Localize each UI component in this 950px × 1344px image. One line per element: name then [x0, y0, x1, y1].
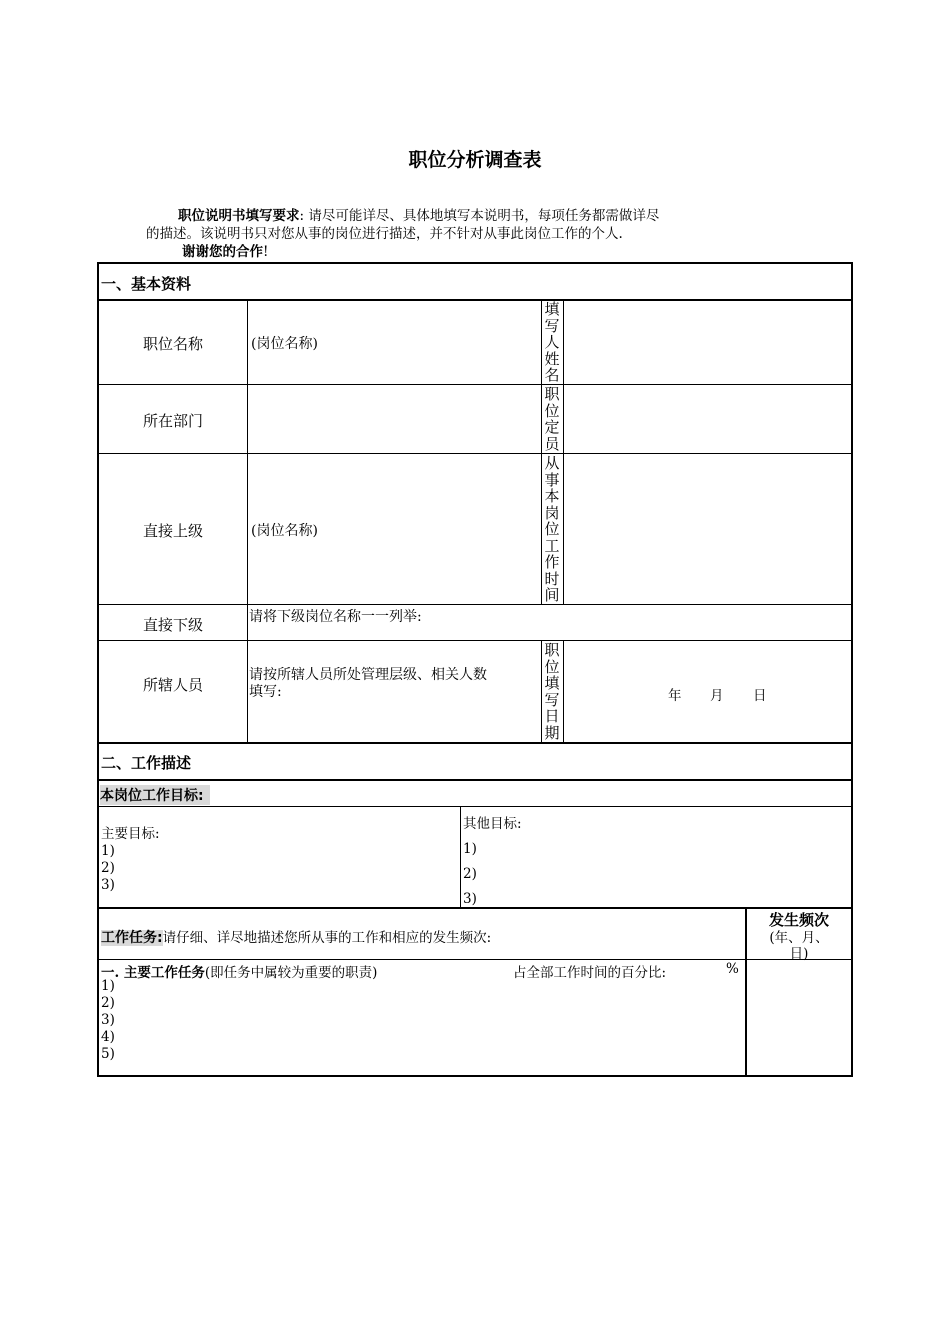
task-items	[101, 978, 115, 1063]
divider	[99, 959, 851, 960]
divider	[99, 604, 851, 605]
label-department: 所在部门	[142, 412, 203, 430]
date-month: 月	[710, 688, 724, 704]
requirements-text: : 请尽可能详尽、具体地填写本说明书，每项任务都需做详尽	[299, 208, 660, 224]
divider	[563, 640, 564, 742]
main-goal-item: 3)	[101, 877, 115, 893]
divider	[99, 299, 851, 301]
page-title: 职位分析调查表	[408, 149, 542, 171]
date-year: 年	[668, 688, 682, 704]
percent-label: 占全部工作时间的百分比:	[513, 965, 667, 981]
main-goals-label: 主要目标:	[101, 826, 160, 842]
task-item: 2)	[101, 995, 115, 1011]
intro-thanks	[182, 243, 268, 261]
goal-label: 本岗位工作目标:	[100, 785, 210, 805]
survey-form	[97, 262, 853, 1077]
main-goal-item: 2)	[101, 860, 115, 876]
date-day: 日	[753, 688, 767, 704]
task-item: 1)	[101, 978, 115, 994]
label-managed-staff: 所辖人员	[142, 676, 203, 694]
divider	[541, 640, 542, 742]
intro-requirements	[178, 207, 659, 225]
label-fill-date: 职位填写日期	[544, 641, 560, 742]
label-filler-name: 填写人姓名	[544, 300, 560, 384]
requirements-label: 职位说明书填写要求	[178, 208, 300, 224]
value-direct-superior: (岗位名称)	[251, 523, 318, 539]
main-goal-item: 1)	[101, 843, 115, 859]
tasks-text: 请仔细、详尽地描述您所从事的工作和相应的发生频次:	[162, 930, 492, 946]
divider	[99, 779, 851, 781]
managed-staff-line2: 填写:	[249, 684, 282, 700]
value-direct-subordinate: 请将下级岗位名称一一列举:	[249, 609, 422, 625]
main-goals	[101, 826, 160, 894]
divider	[99, 640, 851, 641]
divider	[99, 384, 851, 385]
frequency-sub2: 日)	[789, 946, 809, 962]
divider	[99, 453, 851, 454]
other-goal-item: 2)	[463, 866, 477, 882]
main-task-label: 一. 主要工作任务	[101, 965, 205, 981]
value-position-name: (岗位名称)	[251, 336, 318, 352]
frequency-sub1: (年、月、	[769, 930, 829, 946]
task-item: 5)	[101, 1046, 115, 1062]
main-task-note: (即任务中属较为重要的职责)	[204, 965, 378, 981]
label-position-name: 职位名称	[142, 335, 203, 353]
thanks-mark: !	[263, 244, 269, 260]
frequency-header: 发生频次	[768, 911, 829, 929]
thanks-text: 谢谢您的合作	[182, 244, 263, 260]
value-managed-staff	[249, 667, 487, 701]
other-goal-item: 3)	[463, 891, 477, 907]
other-goal-item: 1)	[463, 841, 477, 857]
tasks-label: 工作任务:	[101, 930, 163, 946]
label-tenure: 从事本岗位工作时间	[544, 454, 560, 604]
divider	[247, 300, 248, 742]
managed-staff-line1: 请按所辖人员所处管理层级、相关人数	[249, 667, 487, 683]
tasks-instruction	[101, 926, 491, 947]
label-direct-superior: 直接上级	[142, 522, 203, 540]
divider	[563, 300, 564, 604]
task-item: 4)	[101, 1029, 115, 1045]
other-goals	[463, 812, 522, 912]
main-task-row	[101, 961, 377, 981]
intro-requirements-cont: 的描述。该说明书只对您从事的岗位进行描述，并不针对从事此岗位工作的个人.	[146, 226, 623, 242]
divider	[541, 300, 542, 604]
label-direct-subordinate: 直接下级	[142, 616, 203, 634]
task-item: 3)	[101, 1012, 115, 1028]
section-heading-work: 二、工作描述	[101, 754, 192, 772]
label-headcount: 职位定员	[544, 385, 560, 453]
other-goals-label: 其他目标:	[463, 816, 522, 832]
divider	[99, 742, 851, 744]
divider	[99, 806, 851, 807]
percent-unit: %	[726, 961, 739, 977]
section-heading-basic: 一、基本资料	[101, 275, 192, 293]
divider	[460, 807, 461, 907]
